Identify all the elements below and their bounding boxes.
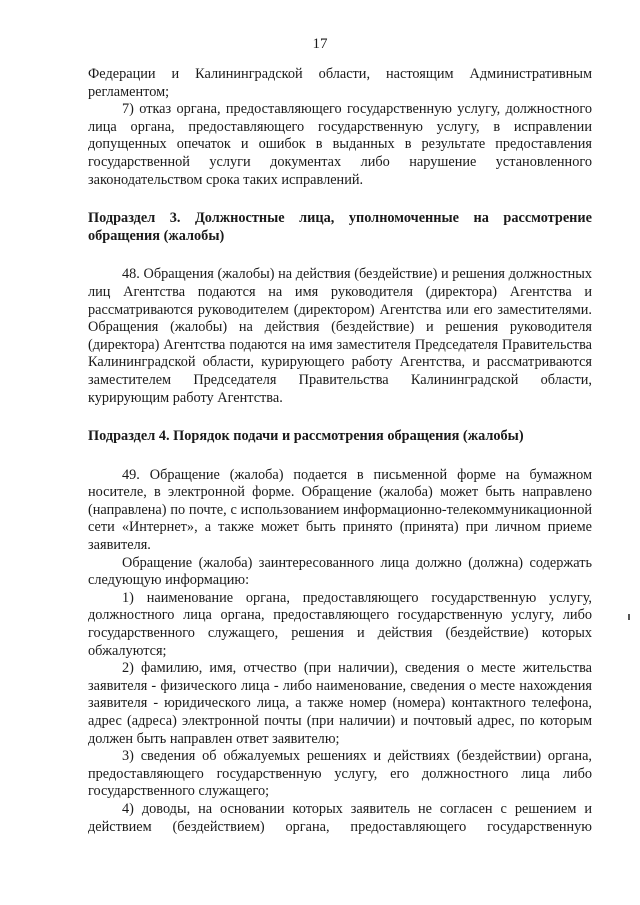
list-item-3: 3) сведения об обжалуемых решениях и действиях (бездействии) органа, предоставляющего государственную услугу, его должностного лица либо государственного служащего; [88, 748, 592, 800]
section-3-heading: Подраздел 3. Должностные лица, уполномоченные на рассмотрение обращения (жалобы) [88, 210, 592, 244]
paragraph-continuation: Федерации и Калининградской области, настоящим Административным регламентом; [88, 66, 592, 100]
paragraph-item-7: 7) отказ органа, предоставляющего государственную услугу, должностного лица органа, предоставляющего государственную услугу, в исправлении допущенных опечаток и ошибок в выданных в результате предоставления государственной услуги документах либо нарушение установленного законодательством срока таких исправлений. [88, 101, 592, 188]
list-item-4: 4) доводы, на основании которых заявитель не согласен с решением и действием (бездействием) органа, предоставляющего государственную [88, 800, 592, 835]
list-item-1: 1) наименование органа, предоставляющего государственную услугу, должностного лица органа, предоставляющего государственную услугу, либо государственного служащего, решения и действия (бездействие) которых обжалуются; [88, 589, 592, 659]
list-item-2: 2) фамилию, имя, отчество (при наличии), сведения о месте жительства заявителя - физического лица - либо наименование, сведения о месте нахождения заявителя - юридического лица, а также номер (номера) контактного телефона, адрес (адреса) электронной почты (при наличии) и почтовый адрес, по которым должен быть направлен ответ заявителю; [88, 660, 592, 747]
scan-edge-mark [628, 614, 630, 620]
paragraph-complaint-contents: Обращение (жалоба) заинтересованного лица должно (должна) содержать следующую информацию: [88, 554, 592, 589]
section-4-heading: Подраздел 4. Порядок подачи и рассмотрения обращения (жалобы) [88, 428, 524, 445]
paragraph-48: 48. Обращения (жалобы) на действия (бездействие) и решения должностных лиц Агентства подаются на имя руководителя (директора) Агентства и рассматриваются руководителем (директором) Агентства или его заместителями. Обращения (жалобы) на действия (бездействие) и решения руководителя (директора) Агентства подаются на имя заместителя Председателя Правительства Калининградской области, курирующего работу Агентства, и рассматриваются заместителем Председателя Правительства Калининградской области, курирующим работу Агентства. [88, 266, 592, 406]
page-number: 17 [312, 36, 328, 52]
document-body [88, 66, 592, 836]
paragraph-49: 49. Обращение (жалоба) подается в письменной форме на бумажном носителе, в электронной форме. Обращение (жалоба) может быть направлено (направлена) по почте, с использованием информационно-телекоммуникационной сети «Интернет», а также может быть принято (принята) при личном приеме заявителя. [88, 466, 592, 554]
